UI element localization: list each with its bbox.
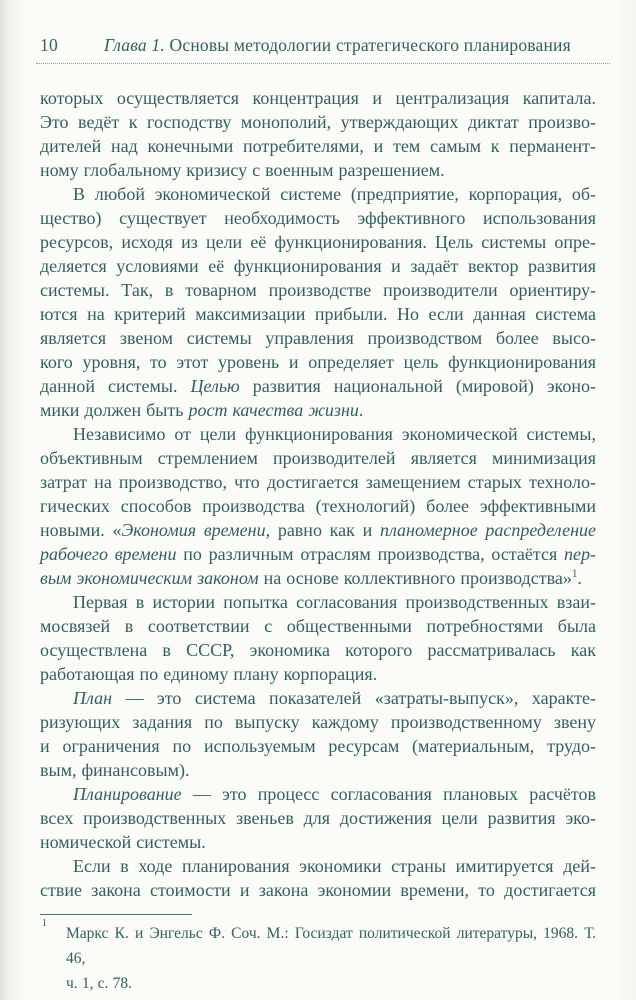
running-header (40, 34, 596, 56)
text-line: ются на критерий максимизации прибыли. Но если данная система (40, 304, 596, 324)
text-line: новыми. «Экономия времени, равно как и планомерное распределение (40, 520, 597, 540)
text-line: осуществлена в СССР, экономика которого рассматривалась как (40, 640, 596, 660)
text-line: всех производственных звеньев для достижения цели развития эко- (40, 808, 596, 828)
text-line: Маркс К. и Энгельс Ф. Соч. М.: Госиздат политической литературы, 1968. Т. 46, (66, 925, 596, 967)
text-line: и ограничения по используемым ресурсам (материальным, трудо- (40, 736, 596, 756)
footnote-divider (40, 914, 192, 915)
text-line: гических способов производства (технологий) более эффективными (40, 496, 596, 516)
chapter-title (104, 34, 571, 56)
page-body (40, 86, 596, 902)
text-line: мики должен быть рост качества жизни. (40, 400, 364, 420)
footnote-text (66, 921, 596, 996)
header-rule (36, 63, 610, 64)
text-line: является звеном системы управления производством более высо- (40, 328, 596, 348)
text-line: Первая в истории попытка согласования производственных взаи- (73, 592, 596, 612)
text-line: ч. 1, с. 78. (66, 975, 132, 992)
text-line: вым, финансовым). (40, 760, 190, 780)
text-line: Независимо от цели функционирования экономической системы, (73, 424, 596, 444)
text-line: Это ведёт к господству монополий, утверждающих диктат произво- (40, 112, 596, 132)
text-line: Если в ходе планирования экономики страны имитируется дей- (73, 856, 596, 876)
text-line: системы. Так, в товарном производстве производители ориентиру- (40, 280, 596, 300)
text-line: затрат на производство, что достигается замещением старых техноло- (40, 472, 596, 492)
text-line: щество) существует необходимость эффективного использования (40, 208, 596, 228)
chapter-title-rest: Основы методологии стратегического планирования (164, 35, 571, 55)
page-number: 10 (40, 35, 58, 55)
text-line: ному глобальному кризису с военным разрешением. (40, 160, 445, 180)
text-line: В любой экономической системе (предприятие, корпорация, об- (73, 184, 596, 204)
text-line: рабочего времени по различным отраслям производства, остаётся пер- (40, 544, 596, 564)
text-line: деляется условиями её функционирования и задаёт вектор развития (40, 256, 596, 276)
text-line: ствие закона стоимости и закона экономии времени, то достигается (40, 880, 596, 900)
chapter-title-italic: Глава 1. (104, 35, 165, 55)
text-line: Планирование — это процесс согласования плановых расчётов (73, 784, 596, 804)
text-line: объективным стремлением производителей является минимизация (40, 448, 596, 468)
text-line: дителей над конечными потребителями, и тем самым к перманент- (40, 136, 596, 156)
text-line: План — это система показателей «затраты-выпуск», характе- (73, 688, 596, 708)
text-line: кого уровня, то этот уровень и определяет цель функционирования (40, 352, 596, 372)
text-line: данной системы. Целью развития национальной (мировой) эконо- (40, 376, 597, 396)
text-line: вым экономическим законом на основе коллективного производства»$^1$. (40, 568, 582, 588)
text-line: ризующих задания по выпуску каждому производственному звену (40, 712, 596, 732)
footnote: 1 Маркс К. и Энгельс Ф. Соч. М.: Госиздат политической литературы, 1968. Т. 46, ч. 1, с. 78. (40, 921, 596, 996)
text-line: номической системы. (40, 832, 206, 852)
text-line: ресурсов, исходя из цели её функционирования. Цель системы опре- (40, 232, 596, 252)
text-line: которых осуществляется концентрация и централизация капитала. (40, 88, 596, 108)
text-line: работающая по единому плану корпорация. (40, 664, 378, 684)
text-line: мосвязей в соответствии с общественными потребностями была (40, 616, 596, 636)
